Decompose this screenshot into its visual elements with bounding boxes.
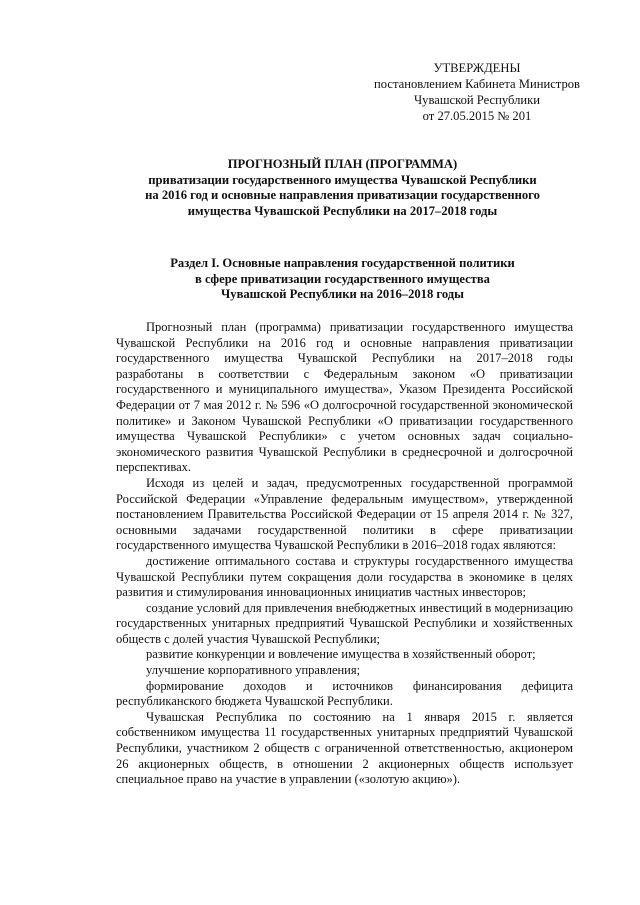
approval-authority: постановлением Кабинета Министров <box>374 77 580 91</box>
approval-heading: УТВЕРЖДЕНЫ <box>433 61 521 75</box>
document-title <box>100 157 585 219</box>
section-line-2: в сфере приватизации государственного имущества <box>195 271 490 286</box>
list-item-governance: улучшение корпоративного управления; <box>146 663 361 678</box>
title-line-2: приватизации государственного имущества Чувашской Республики <box>148 172 537 187</box>
title-line-4: имущества Чувашской Республики на 2017–2018 годы <box>187 203 498 218</box>
paragraph-property-status: Чувашская Республика по состоянию на 1 января 2015 г. является собственником имущества 11 государственных унитарных предприятий Чувашской Республики, участником 2 обществ с ограниченной ответственностью, акционером 26 акционерных обществ, в отношении 2 акционерных обществ использует специальное право на участие в управлении («золотую акцию»). <box>116 709 573 787</box>
paragraph-intro: Прогнозный план (программа) приватизации государственного имущества Чувашской Республики на 2016 год и основные направления приватизации государственного имущества Чувашской Республики на 2017–2018 годы разработаны в соответствии с Федеральным законом «О приватизации государственного и муниципального имущества», Указом Президента Российской Федерации от 7 мая 2012 г. № 596 «О долгосрочной государственной экономической политике» и Законом Чувашской Республики «О приватизации государственного имущества Чувашской Республики» с учетом основных задач социально-экономического развития Чувашской Республики в среднесрочной и долгосрочной перспективах. <box>116 320 573 475</box>
paragraph-tasks: Исходя из целей и задач, предусмотренных государственной программой Российской Федерации «Управление федеральным имуществом», утвержденной постановлением Правительства Российской Федерации от 15 апреля 2014 г. № 327, основными задачами государственной политики в сфере приватизации государственного имущества Чувашской Республики в 2016–2018 годах являются: <box>116 475 573 553</box>
title-line-3: на 2016 год и основные направления приватизации государственного <box>145 188 540 202</box>
list-item-optimal-structure: достижение оптимального состава и структуры государственного имущества Чувашской Республики путем сокращения доли государства в экономике в целях развития и стимулирования инновационных инициатив частных инвесторов; <box>116 553 573 600</box>
title-line-1: ПРОГНОЗНЫЙ ПЛАН (ПРОГРАММА) <box>227 157 458 171</box>
approval-republic: Чувашской Республики <box>414 93 540 107</box>
list-item-investment: создание условий для привлечения внебюджетных инвестиций в модернизацию государственных унитарных предприятий Чувашской Республики и хозяйственных обществ с долей участия Чувашской Республики; <box>116 600 573 646</box>
section-heading <box>110 256 575 303</box>
list-item-competition: развитие конкуренции и вовлечение имущества в хозяйственный оборот; <box>146 647 536 662</box>
approval-date-number: от 27.05.2015 № 201 <box>422 109 532 123</box>
section-body <box>116 320 573 788</box>
list-item-budget: формирование доходов и источников финансирования дефицита республиканского бюджета Чувашской Республики. <box>116 678 573 709</box>
section-line-3: Чувашской Республики на 2016–2018 годы <box>221 287 464 301</box>
section-line-1: Раздел I. Основные направления государственной политики <box>170 256 515 270</box>
approval-stamp <box>352 60 602 124</box>
